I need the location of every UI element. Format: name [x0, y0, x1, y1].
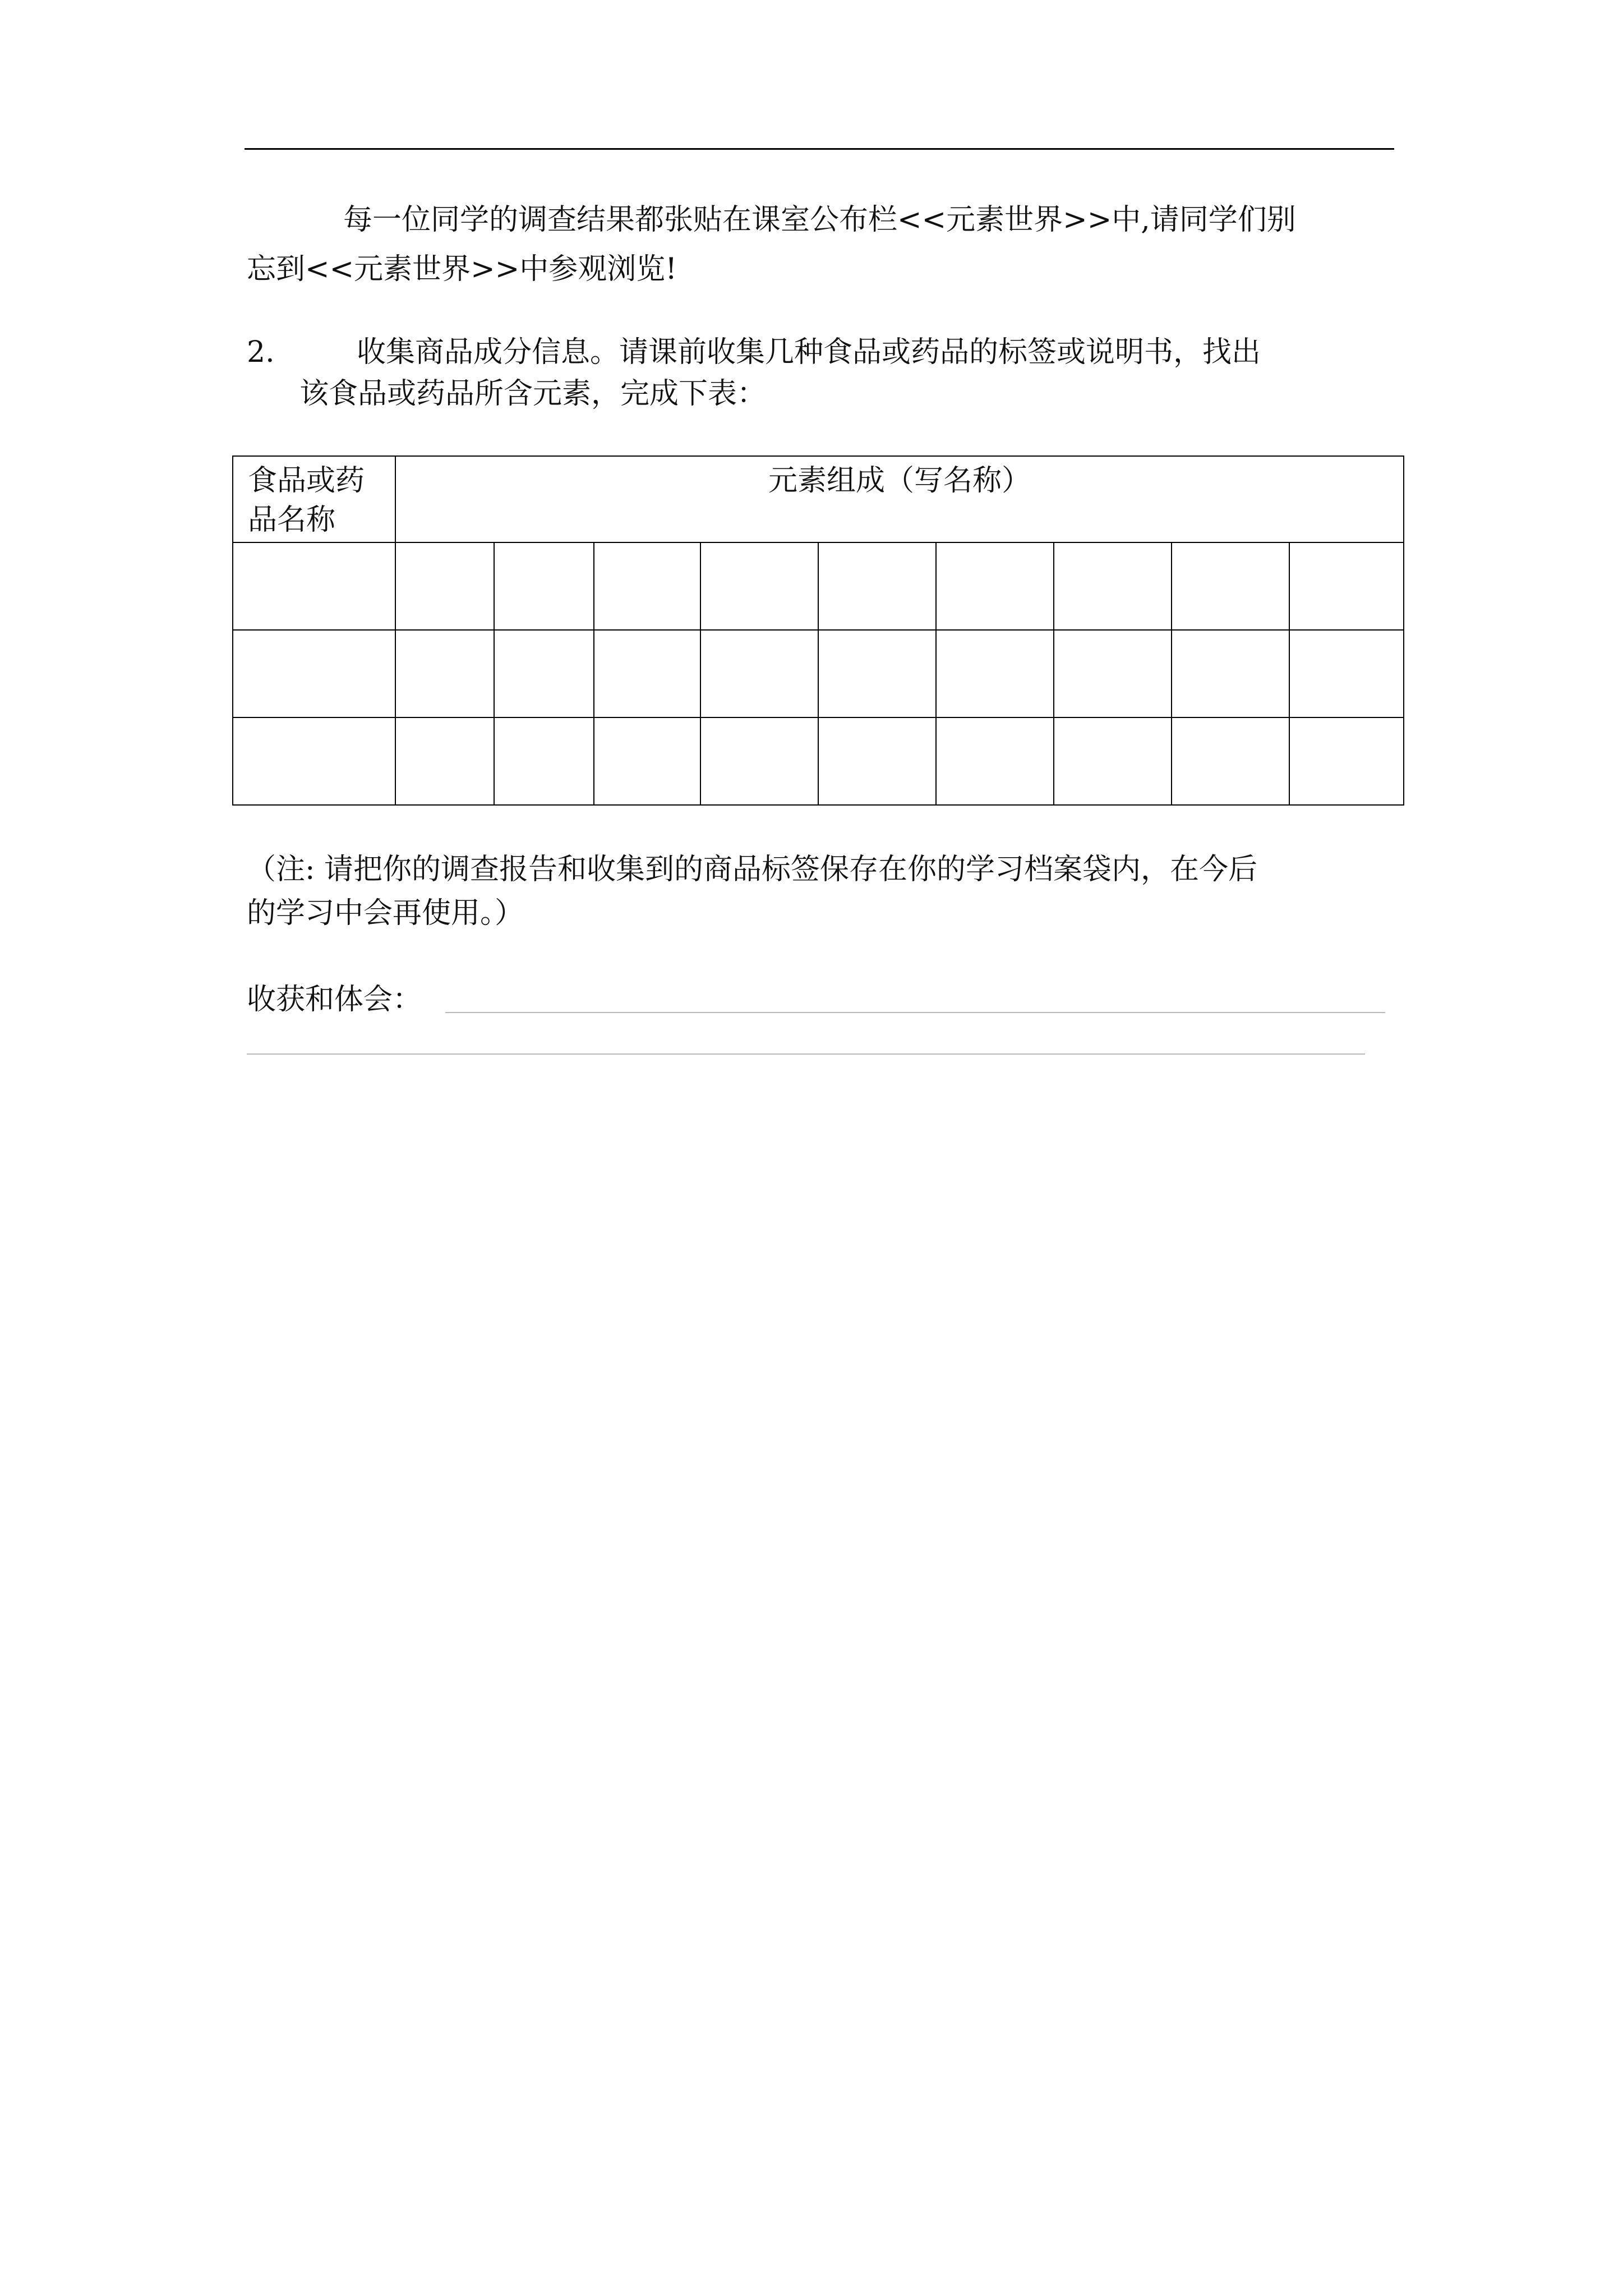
- table-cell[interactable]: [700, 717, 818, 805]
- table-cell[interactable]: [936, 717, 1054, 805]
- table-cell[interactable]: [233, 717, 395, 805]
- table-cell[interactable]: [1289, 717, 1404, 805]
- header-product-name-line-2: 品名称: [248, 503, 336, 537]
- table-cell[interactable]: [395, 542, 494, 630]
- paragraph-line-1: 每一位同学的调查结果都张贴在课室公布栏<<元素世界>>中,请同学们别: [343, 203, 1296, 237]
- table-header-row: [233, 456, 1404, 542]
- table-cell[interactable]: [1289, 542, 1404, 630]
- note-line-2: 的学习中会再使用。）: [247, 896, 524, 930]
- harvest-label: 收获和体会：: [247, 983, 422, 1016]
- header-element-composition: 元素组成（写名称）: [395, 456, 1404, 542]
- table-cell[interactable]: [494, 542, 594, 630]
- table-cell[interactable]: [395, 630, 494, 717]
- table-row: [233, 630, 1404, 717]
- table-cell[interactable]: [594, 542, 700, 630]
- header-product-name: [233, 456, 395, 542]
- table-cell[interactable]: [1172, 717, 1289, 805]
- table-cell[interactable]: [936, 630, 1054, 717]
- table-cell[interactable]: [700, 542, 818, 630]
- table-cell[interactable]: [395, 717, 494, 805]
- table-cell[interactable]: [818, 717, 936, 805]
- table-cell[interactable]: [818, 630, 936, 717]
- item-instruction-line-2: 该食品或药品所含元素，完成下表：: [299, 377, 767, 411]
- element-composition-table: [232, 455, 1404, 806]
- note-line-1: （注: 请把你的调查报告和收集到的商品标签保存在你的学习档案袋内，在今后: [247, 853, 1258, 886]
- table-cell[interactable]: [818, 542, 936, 630]
- table-cell[interactable]: [1054, 542, 1172, 630]
- table-cell[interactable]: [1054, 717, 1172, 805]
- table-cell[interactable]: [233, 630, 395, 717]
- table-cell[interactable]: [936, 542, 1054, 630]
- table-cell[interactable]: [700, 630, 818, 717]
- header-product-name-line-1: 食品或药: [248, 464, 365, 498]
- table-cell[interactable]: [494, 717, 594, 805]
- item-instruction-line-1: 收集商品成分信息。请课前收集几种食品或药品的标签或说明书，找出: [357, 335, 1261, 369]
- item-number: 2.: [247, 335, 275, 369]
- header-rule: [245, 148, 1394, 150]
- table-row: [233, 542, 1404, 630]
- table-cell[interactable]: [594, 717, 700, 805]
- paragraph-line-2: 忘到<<元素世界>>中参观浏览!: [247, 252, 677, 286]
- table-row: [233, 717, 1404, 805]
- table-cell[interactable]: [1172, 542, 1289, 630]
- table-cell[interactable]: [1054, 630, 1172, 717]
- answer-line[interactable]: [247, 1053, 1365, 1055]
- table-cell[interactable]: [1172, 630, 1289, 717]
- answer-line[interactable]: [445, 1012, 1385, 1013]
- table-cell[interactable]: [233, 542, 395, 630]
- table-cell[interactable]: [494, 630, 594, 717]
- table-cell[interactable]: [1289, 630, 1404, 717]
- table-cell[interactable]: [594, 630, 700, 717]
